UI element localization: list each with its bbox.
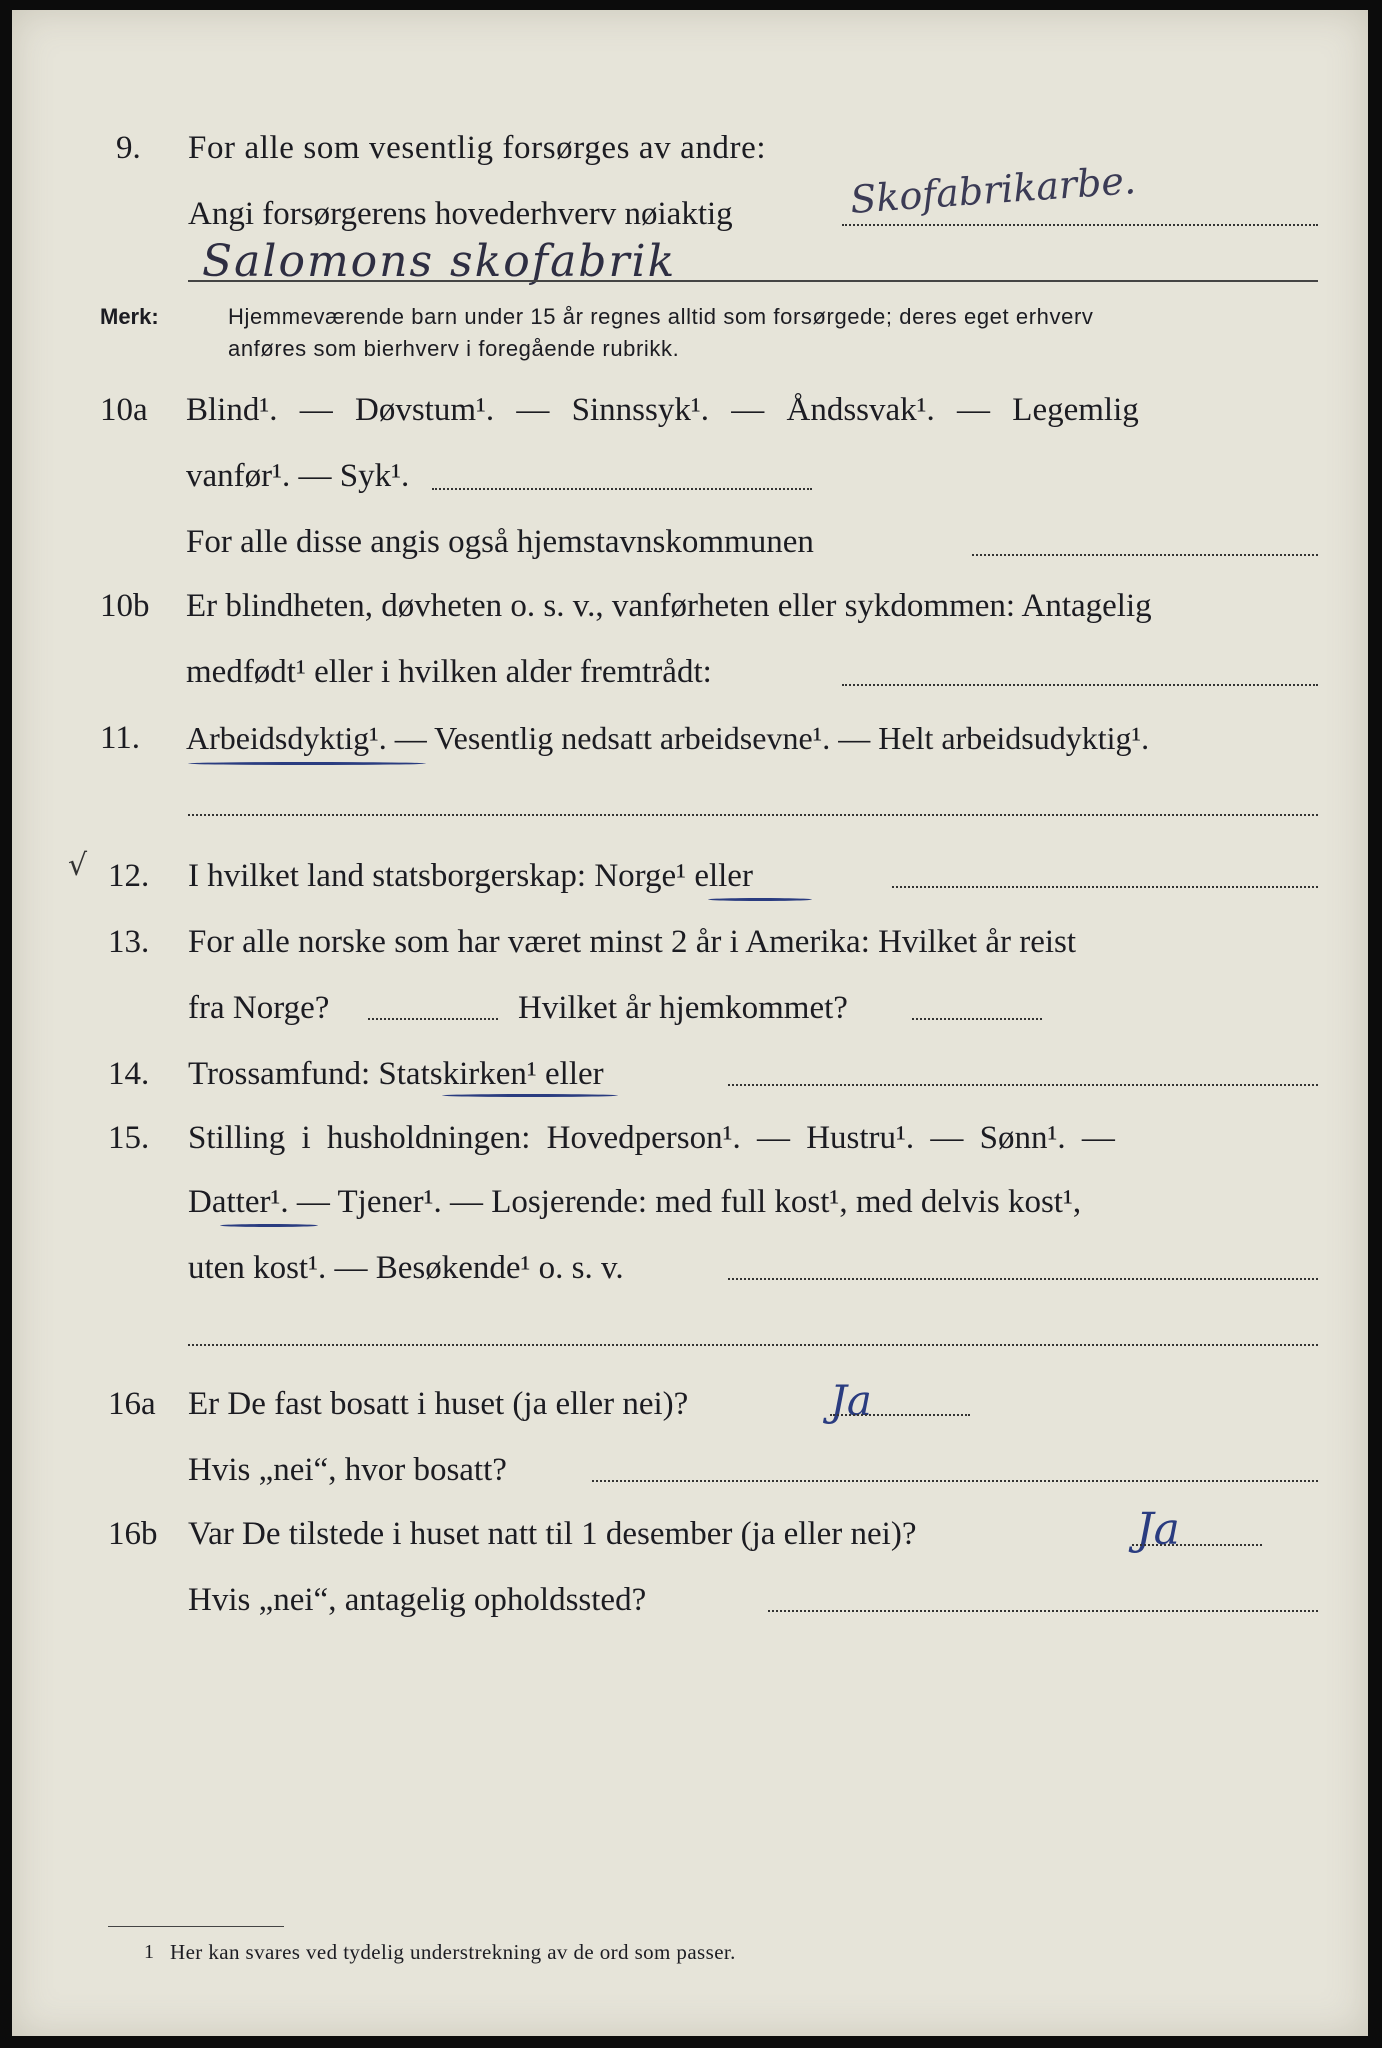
q16b-handwritten-answer: Ja (1136, 1504, 1180, 1555)
merk-line2: anføres som bierhverv i foregående rubrikk. (228, 336, 680, 361)
q13-number: 13. (108, 924, 150, 960)
q14-line1: Trossamfund: Statskirken¹ eller (188, 1056, 604, 1092)
q9-handwritten-employer: Salomons skofabrik (202, 236, 677, 287)
footnote-mark: 1 (144, 1941, 154, 1963)
q13-line1: For alle norske som har været minst 2 år i Amerika: Hvilket år reist (188, 924, 1077, 960)
q12-answer-line (892, 886, 1318, 888)
q10b-number: 10b (100, 588, 150, 624)
q16a-answer-line (830, 1414, 970, 1416)
q12-line1: I hvilket land statsborgerskap: Norge¹ eller (188, 858, 753, 894)
q12-handwritten-underline (708, 898, 812, 901)
q11-line1: Arbeidsdyktig¹. — Vesentlig nedsatt arbeidsevne¹. — Helt arbeidsudyktig¹. (186, 720, 1150, 756)
q16b-answer-line (1132, 1544, 1262, 1546)
q9-line2: Angi forsørgerens hovederhverv nøiaktig (188, 196, 733, 232)
q16b-line1: Var De tilstede i huset natt til 1 desember (ja eller nei)? (188, 1516, 917, 1552)
q15-handwritten-underline (220, 1224, 318, 1227)
q14-answer-line (728, 1084, 1318, 1086)
q10a-line2: vanfør¹. — Syk¹. (186, 458, 410, 494)
q13-return-year-line (912, 1018, 1042, 1020)
footnote-text: Her kan svares ved tydelig understrekning av de ord som passer. (170, 1940, 736, 1964)
q16a-number: 16a (108, 1386, 156, 1422)
q9-handwritten-trade: Skofabrikarbe. (848, 158, 1138, 222)
q13-left-year-line (368, 1018, 498, 1020)
q14-number: 14. (108, 1056, 150, 1092)
q15-answer-line (728, 1278, 1318, 1280)
q10b-answer-line (842, 684, 1318, 686)
q12-number: 12. (108, 858, 150, 894)
q13-line2b: Hvilket år hjemkommet? (518, 990, 848, 1026)
q16b-number: 16b (108, 1516, 158, 1552)
q15-number: 15. (108, 1120, 150, 1156)
census-form-page (12, 10, 1368, 2036)
q16a-handwritten-answer: Ja (830, 1376, 872, 1425)
q14-handwritten-underline (442, 1094, 618, 1097)
merk-label: Merk: (100, 304, 159, 329)
q11-number: 11. (100, 720, 141, 756)
q16a-line1: Er De fast bosatt i huset (ja eller nei)? (188, 1386, 689, 1422)
q16b-whereabouts-line (768, 1610, 1318, 1612)
q10a-sick-answer-line (432, 488, 812, 490)
q12-check-mark: √ (68, 848, 88, 883)
q15-line1: Stilling i husholdningen: Hovedperson¹. — Hustru¹. — Sønn¹. — (188, 1120, 1115, 1156)
q16a-residence-line (592, 1480, 1318, 1482)
q16a-line2: Hvis „nei“, hvor bosatt? (188, 1452, 507, 1488)
q9-rule (188, 280, 1318, 282)
q11-handwritten-underline (188, 762, 426, 765)
q10a-line1: Blind¹. — Døvstum¹. — Sinnssyk¹. — Åndssvak¹. — Legemlig (186, 392, 1139, 428)
q10a-number: 10a (100, 392, 148, 428)
q15-line2: Datter¹. — Tjener¹. — Losjerende: med full kost¹, med delvis kost¹, (188, 1184, 1082, 1220)
q9-number: 9. (116, 130, 141, 166)
q10b-line1: Er blindheten, døvheten o. s. v., vanførheten eller sykdommen: Antagelig (186, 588, 1152, 624)
q13-line2a: fra Norge? (188, 990, 330, 1026)
q9-line1: For alle som vesentlig forsørges av andre: (188, 130, 767, 166)
merk-line1: Hjemmeværende barn under 15 år regnes alltid som forsørgede; deres eget erhverv (228, 304, 1094, 329)
q10b-line2: medfødt¹ eller i hvilken alder fremtrådt: (186, 654, 712, 690)
q9-answer-line (842, 224, 1318, 226)
q11-answer-line (188, 814, 1318, 816)
q10a-municipality-answer-line (972, 554, 1318, 556)
q15-answer-line-2 (188, 1344, 1318, 1346)
q10a-line3: For alle disse angis også hjemstavnskommunen (186, 524, 814, 560)
footnote-rule (108, 1926, 284, 1927)
q15-line3: uten kost¹. — Besøkende¹ o. s. v. (188, 1250, 624, 1286)
q16b-line2: Hvis „nei“, antagelig opholdssted? (188, 1582, 647, 1618)
